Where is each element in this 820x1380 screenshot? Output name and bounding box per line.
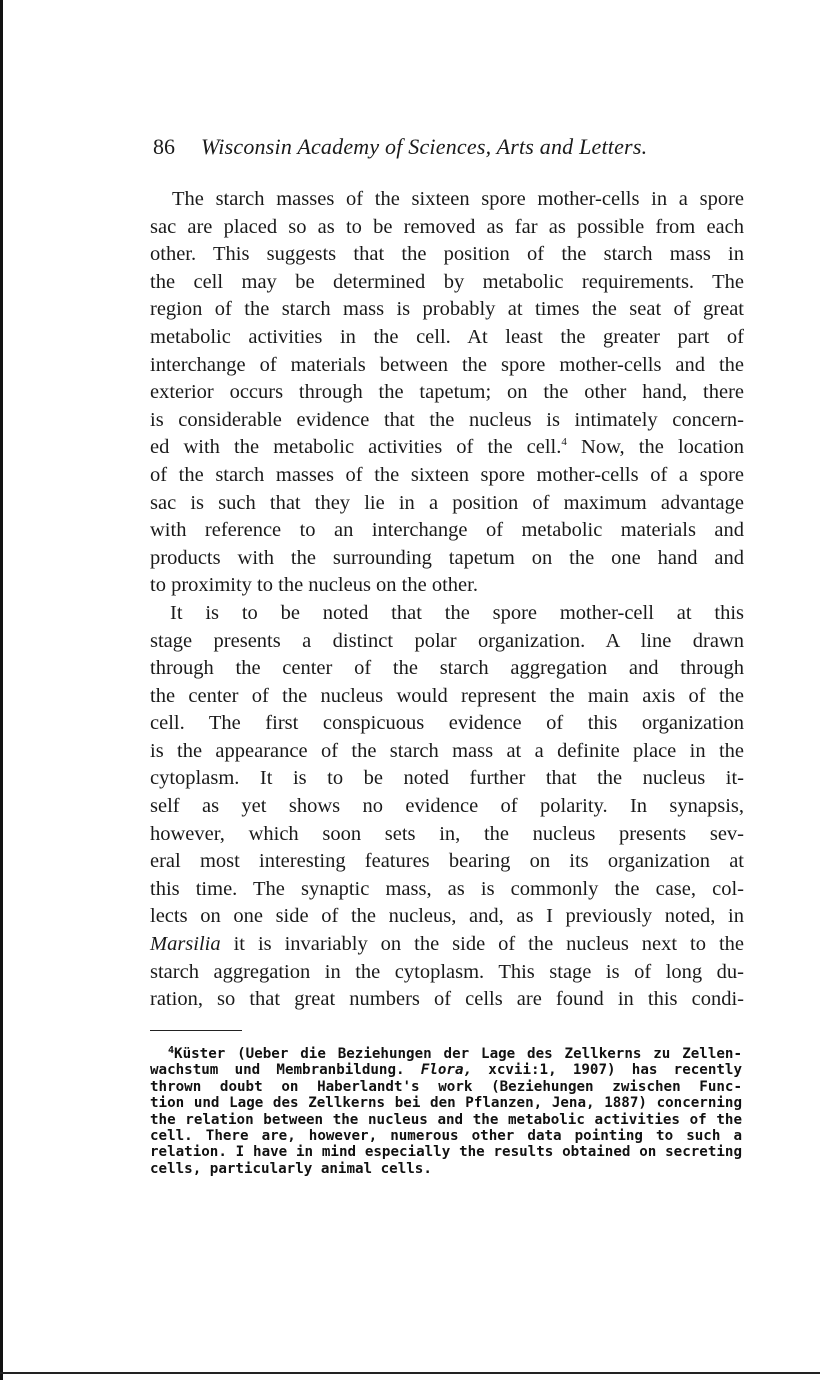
text-line: cell. The first conspicuous evidence of this organization	[150, 712, 744, 735]
text-line: starch aggregation in the cytoplasm. This stage is of long du-	[150, 960, 744, 983]
footnote-line	[150, 1046, 742, 1062]
running-header	[153, 132, 753, 162]
text-line: other. This suggests that the position of the starch mass in	[150, 243, 744, 266]
footnote-line: relation. I have in mind especially the results obtained on secreting	[150, 1144, 742, 1161]
text-segment: Now, the location	[566, 436, 744, 459]
italic-term: Flora,	[420, 1062, 473, 1079]
page-number: 86	[153, 134, 175, 159]
text-line: cytoplasm. It is to be noted further that the nucleus it-	[150, 767, 744, 790]
text-line: It is to be noted that the spore mother-cell at this	[170, 601, 744, 624]
text-segment: Küster (Ueber die Beziehungen der Lage des Zellkerns zu Zellen-	[174, 1046, 742, 1062]
footnote	[150, 1046, 742, 1177]
footnote-marker: 4	[168, 1045, 175, 1056]
footnote-line: cells, particularly animal cells.	[150, 1160, 432, 1177]
footnote-line: tion und Lage des Zellkerns bei den Pflanzen, Jena, 1887) concerning	[150, 1095, 742, 1112]
text-line: sac are placed so as to be removed as far as possible from each	[150, 215, 744, 238]
body-text	[150, 186, 744, 1014]
text-line: region of the starch mass is probably at times the seat of great	[150, 298, 744, 321]
text-line	[150, 434, 744, 462]
text-line: The starch masses of the sixteen spore mother-cells in a spore	[172, 188, 744, 210]
text-line: lects on one side of the nucleus, and, as I previously noted, in	[150, 905, 744, 928]
text-line: metabolic activities in the cell. At least the greater part of	[150, 325, 744, 348]
footnote-reference: 4	[561, 436, 567, 449]
page-left-edge	[0, 0, 3, 1380]
page-bottom-edge	[0, 1372, 820, 1374]
text-line: ration, so that great numbers of cells are found in this condi-	[150, 988, 744, 1011]
italic-term: Marsilia	[150, 933, 221, 956]
text-line: exterior occurs through the tapetum; on the other hand, there	[150, 381, 744, 404]
paragraph-2	[150, 600, 744, 1014]
text-line: products with the surrounding tapetum on the one hand and	[150, 546, 744, 569]
running-title: Wisconsin Academy of Sciences, Arts and Letters.	[201, 134, 648, 159]
text-line: self as yet shows no evidence of polarity. In synapsis,	[150, 795, 744, 818]
text-line: to proximity to the nucleus on the other.	[150, 574, 478, 597]
text-line: interchange of materials between the spore mother-cells and the	[150, 353, 744, 376]
text-line: the cell may be determined by metabolic requirements. The	[150, 270, 744, 293]
text-line: is the appearance of the starch mass at a definite place in the	[150, 739, 744, 762]
paragraph-1	[150, 186, 744, 600]
footnote-line: cell. There are, however, numerous other data pointing to such a	[150, 1128, 742, 1145]
footnote-line: thrown doubt on Haberlandt's work (Beziehungen zwischen Func-	[150, 1078, 742, 1095]
text-line: of the starch masses of the sixteen spore mother-cells of a spore	[150, 463, 744, 486]
text-segment: xcvii:1, 1907) has recently	[472, 1062, 742, 1079]
text-line	[150, 931, 744, 959]
text-line: through the center of the starch aggregation and through	[150, 657, 744, 680]
text-line: with reference to an interchange of metabolic materials and	[150, 519, 744, 542]
text-segment: it is invariably on the side of the nucleus next to the	[220, 933, 744, 956]
text-line: sac is such that they lie in a position of maximum advantage	[150, 491, 744, 514]
text-line: eral most interesting features bearing on its organization at	[150, 850, 744, 873]
text-segment: wachstum und Membranbildung.	[150, 1062, 421, 1079]
text-line: is considerable evidence that the nucleus is intimately concern-	[150, 408, 744, 431]
text-line: the center of the nucleus would represent the main axis of the	[150, 684, 744, 707]
footnote-rule	[150, 1030, 242, 1031]
footnote-line: the relation between the nucleus and the metabolic activities of the	[150, 1111, 742, 1128]
text-line: however, which soon sets in, the nucleus presents sev-	[150, 822, 744, 845]
text-segment: ed with the metabolic activities of the cell.	[150, 436, 562, 459]
footnote-line	[150, 1062, 742, 1078]
text-line: this time. The synaptic mass, as is commonly the case, col-	[150, 877, 744, 900]
text-line: stage presents a distinct polar organization. A line drawn	[150, 629, 744, 652]
